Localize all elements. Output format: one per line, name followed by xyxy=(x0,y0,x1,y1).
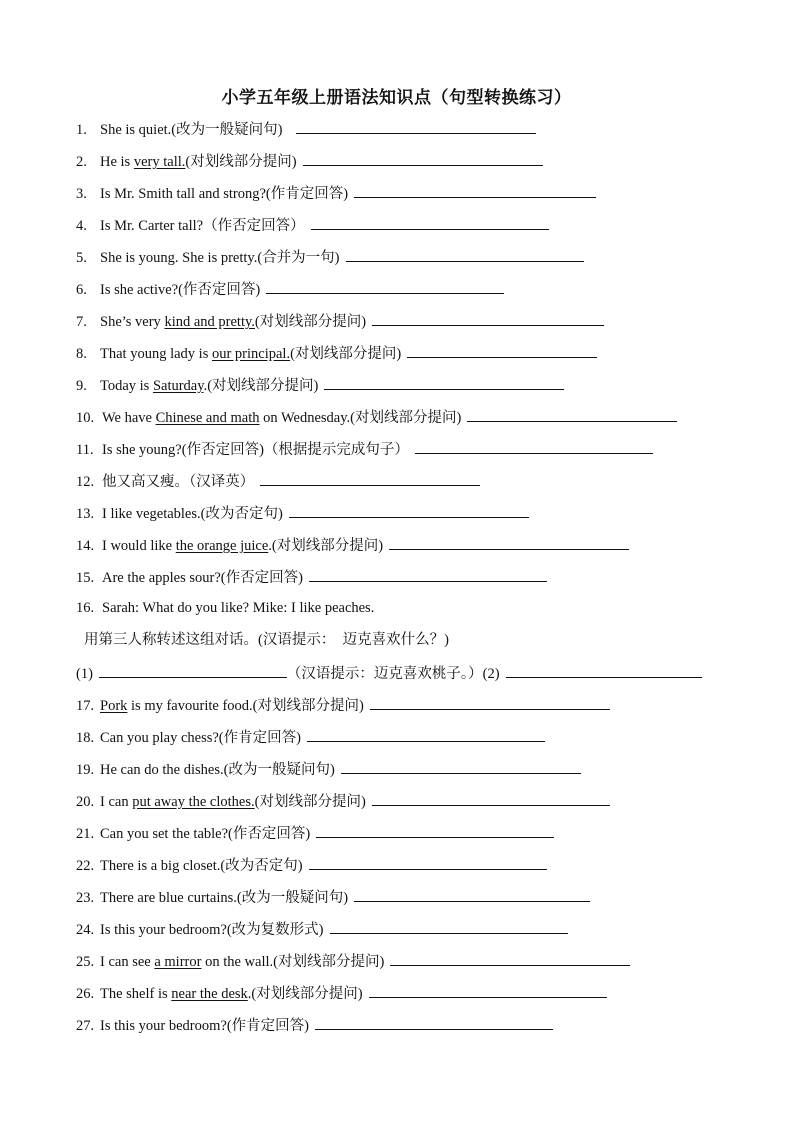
item-text: I would like xyxy=(102,538,176,554)
item-text: That young lady is xyxy=(100,346,212,362)
answer-blank[interactable] xyxy=(354,183,596,198)
underlined-phrase: a mirror xyxy=(154,954,202,970)
item-text-after: .(对划线部分提问) xyxy=(203,378,319,394)
exercise-item xyxy=(76,119,536,139)
item-text: Is this your bedroom?(作肯定回答) xyxy=(100,1018,310,1034)
answer-blank[interactable] xyxy=(341,759,581,774)
item-text: I can see xyxy=(100,954,155,970)
exercise-item xyxy=(76,791,610,811)
item-text-after: (对划线部分提问) xyxy=(254,794,366,810)
underlined-phrase: Saturday xyxy=(152,378,204,394)
exercise-item xyxy=(76,759,581,779)
exercise-item xyxy=(76,247,584,267)
answer-blank[interactable] xyxy=(309,855,547,870)
item-text: Can you set the table?(作否定回答) xyxy=(100,826,311,842)
exercise-item xyxy=(76,151,543,171)
answer-blank-2[interactable] xyxy=(506,663,702,678)
item-text: There is a big closet.(改为否定句) xyxy=(100,858,303,874)
answer-blank[interactable] xyxy=(369,983,607,998)
item16-answer-line xyxy=(76,663,702,683)
item-number: 3. xyxy=(76,186,87,202)
underlined-phrase: near the desk xyxy=(171,986,248,1002)
underlined-phrase: kind and pretty. xyxy=(164,314,255,330)
item-text: She’s very xyxy=(100,314,165,330)
answer-blank[interactable] xyxy=(296,119,536,134)
item16-instruction: 用第三人称转述这组对话。(汉语提示： 迈克喜欢什么？) xyxy=(84,632,449,648)
item-text: Sarah: What do you like? Mike: I like peaches. xyxy=(102,600,375,616)
exercise-item xyxy=(76,375,564,395)
underlined-phrase: Pork xyxy=(100,698,128,714)
exercise-item xyxy=(76,855,547,875)
exercise-item xyxy=(76,407,677,427)
item-number: 9. xyxy=(76,378,87,394)
exercise-item xyxy=(76,695,610,715)
answer-blank[interactable] xyxy=(354,887,590,902)
item-text: He is xyxy=(100,154,134,170)
item-number: 27. xyxy=(76,1018,95,1034)
answer-blank[interactable] xyxy=(309,567,547,582)
item-text: Are the apples sour?(作否定回答) xyxy=(102,570,303,586)
item-number: 24. xyxy=(76,922,95,938)
item-number: 12. xyxy=(76,474,95,490)
item-text: There are blue curtains.(改为一般疑问句) xyxy=(100,890,349,906)
answer-blank[interactable] xyxy=(415,439,653,454)
answer-blank-1[interactable] xyxy=(99,663,287,678)
item-number: 26. xyxy=(76,986,95,1002)
exercise-item xyxy=(76,919,568,939)
exercise-item xyxy=(76,567,547,587)
exercise-item xyxy=(76,887,590,907)
exercise-item xyxy=(76,471,480,491)
item-text: 他又高又瘦。（汉译英） xyxy=(102,474,255,490)
answer-blank[interactable] xyxy=(303,151,543,166)
exercise-item xyxy=(76,503,529,523)
exercise-item xyxy=(76,823,554,843)
exercise-item xyxy=(76,343,597,363)
exercise-item xyxy=(76,535,629,555)
answer-blank[interactable] xyxy=(316,823,554,838)
item-number: 2. xyxy=(76,154,87,170)
answer-blank[interactable] xyxy=(467,407,677,422)
answer-blank[interactable] xyxy=(407,343,597,358)
item-number: 15. xyxy=(76,570,95,586)
item-number: 22. xyxy=(76,858,95,874)
underlined-phrase: Chinese and math xyxy=(155,410,260,426)
answer-blank[interactable] xyxy=(307,727,545,742)
item-number: 19. xyxy=(76,762,95,778)
item-number: 1. xyxy=(76,122,87,138)
item-number: 5. xyxy=(76,250,87,266)
exercise-item xyxy=(76,599,374,617)
item-text: We have xyxy=(102,410,156,426)
item-text-after: (对划线部分提问) xyxy=(290,346,402,362)
item-number: 23. xyxy=(76,890,95,906)
item-text: Is Mr. Smith tall and strong?(作肯定回答) xyxy=(100,186,349,202)
answer-blank[interactable] xyxy=(311,215,549,230)
underlined-phrase: the orange juice xyxy=(175,538,269,554)
item-text-after: on Wednesday.(对划线部分提问) xyxy=(259,410,462,426)
underlined-phrase: our principal. xyxy=(211,346,291,362)
answer-blank[interactable] xyxy=(289,503,529,518)
item-text: Can you play chess?(作肯定回答) xyxy=(100,730,301,746)
answer-blank[interactable] xyxy=(266,279,504,294)
answer-blank[interactable] xyxy=(330,919,568,934)
exercise-item xyxy=(76,951,630,971)
item-text-after: .(对划线部分提问) xyxy=(247,986,363,1002)
answer-blank[interactable] xyxy=(390,951,630,966)
item-number: 8. xyxy=(76,346,87,362)
answer-blank[interactable] xyxy=(372,791,610,806)
item-number: 4. xyxy=(76,218,87,234)
answer-hint: （汉语提示：迈克喜欢桃子。） xyxy=(286,666,483,682)
answer-blank[interactable] xyxy=(370,695,610,710)
item-text-after: on the wall.(对划线部分提问) xyxy=(201,954,385,970)
item-text: She is young. She is pretty.(合并为一句) xyxy=(100,250,340,266)
item-text: Is she active?(作否定回答) xyxy=(100,282,261,298)
answer-blank[interactable] xyxy=(260,471,480,486)
answer-blank[interactable] xyxy=(324,375,564,390)
item-text-after: is my favourite food.(对划线部分提问) xyxy=(127,698,364,714)
item-number: 11. xyxy=(76,442,94,458)
answer-blank[interactable] xyxy=(372,311,604,326)
item-number: 14. xyxy=(76,538,95,554)
item-number: 13. xyxy=(76,506,95,522)
item-text: Today is xyxy=(100,378,153,394)
exercise-item xyxy=(76,215,549,235)
exercise-item xyxy=(76,727,545,747)
item-number: 17. xyxy=(76,698,95,714)
item-number: 7. xyxy=(76,314,87,330)
item-number: 16. xyxy=(76,600,95,616)
item-text: He can do the dishes.(改为一般疑问句) xyxy=(100,762,335,778)
item-number: 21. xyxy=(76,826,95,842)
underlined-phrase: put away the clothes. xyxy=(132,794,255,810)
answer-blank[interactable] xyxy=(346,247,584,262)
exercise-item xyxy=(76,279,504,299)
item-number: 25. xyxy=(76,954,95,970)
item-text-after: (对划线部分提问) xyxy=(185,154,297,170)
exercise-item xyxy=(76,1015,553,1035)
item-text: I can xyxy=(100,794,133,810)
answer-blank[interactable] xyxy=(315,1015,553,1030)
item-text: Is Mr. Carter tall?（作否定回答） xyxy=(100,218,305,234)
answer-blank[interactable] xyxy=(389,535,629,550)
item-text: She is quiet.(改为一般疑问句) xyxy=(100,122,283,138)
answer-label-1: (1) xyxy=(76,666,93,682)
item-text: Is this your bedroom?(改为复数形式) xyxy=(100,922,324,938)
item-text-after: (对划线部分提问) xyxy=(254,314,367,330)
answer-label-2: (2) xyxy=(482,666,500,682)
exercise-item xyxy=(76,983,607,1003)
item-text-after: .(对划线部分提问) xyxy=(268,538,384,554)
item-number: 6. xyxy=(76,282,87,298)
exercise-item xyxy=(76,311,604,331)
exercise-item xyxy=(76,439,653,459)
item-text: I like vegetables.(改为否定句) xyxy=(102,506,283,522)
item-number: 20. xyxy=(76,794,95,810)
exercise-item xyxy=(76,183,596,203)
item-number: 18. xyxy=(76,730,95,746)
underlined-phrase: very tall. xyxy=(133,154,186,170)
item-text: The shelf is xyxy=(100,986,172,1002)
page-title: 小学五年级上册语法知识点（句型转换练习） xyxy=(221,88,572,107)
item-number: 10. xyxy=(76,410,95,426)
item-text: Is she young?(作否定回答)（根据提示完成句子） xyxy=(102,442,409,458)
